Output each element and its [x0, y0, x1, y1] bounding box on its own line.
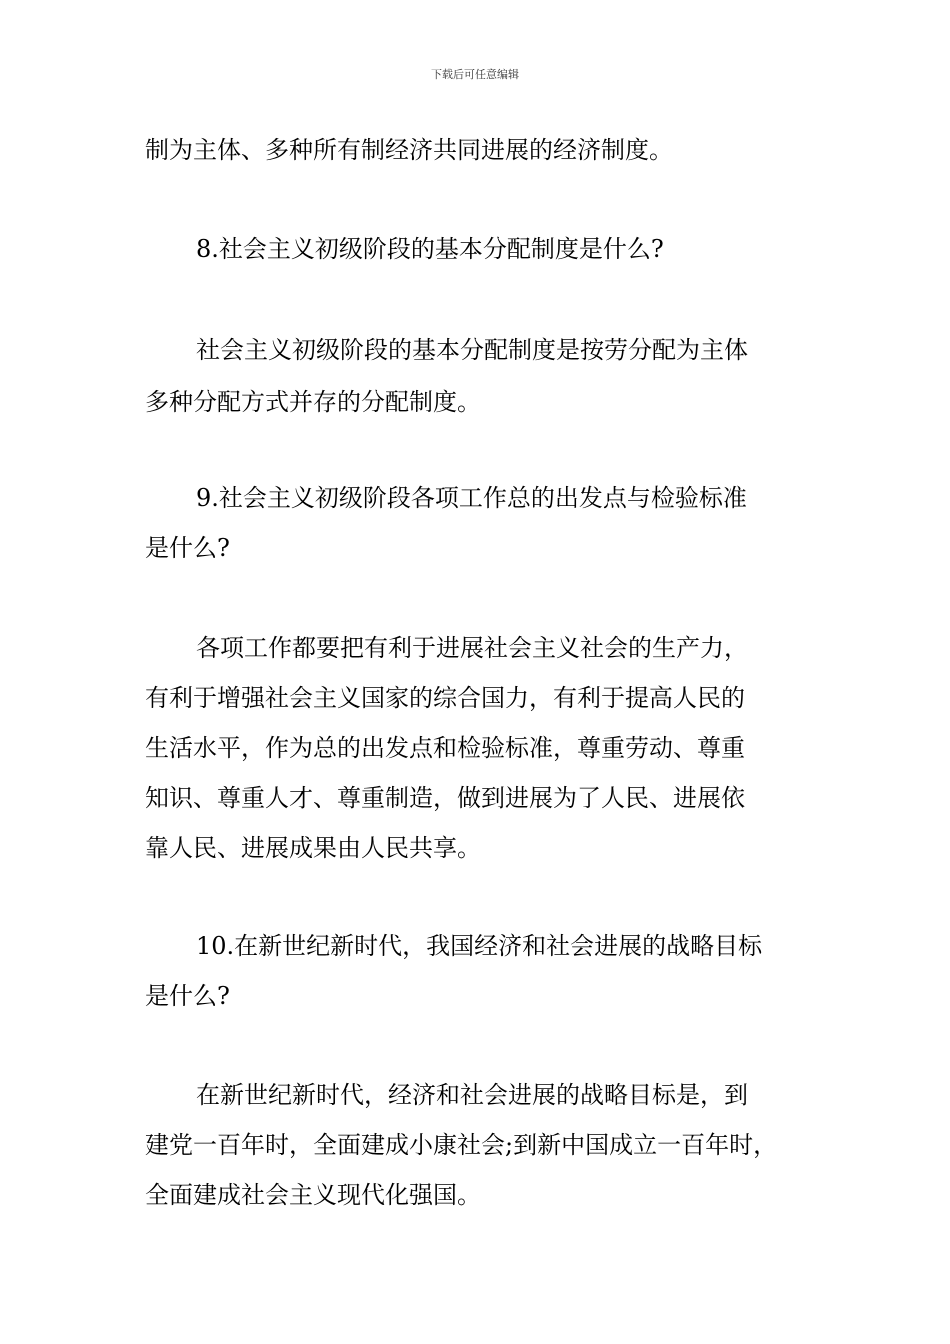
answer-9-line: 知识、尊重人才、尊重制造，做到进展为了人民、进展依	[145, 784, 745, 812]
question-10-line: 是什么?	[145, 982, 230, 1010]
question-9-line: 是什么?	[145, 534, 230, 562]
answer-8-line: 多种分配方式并存的分配制度。	[145, 388, 481, 416]
question-8: 8.社会主义初级阶段的基本分配制度是什么?	[196, 235, 664, 263]
question-10-line: 10.在新世纪新时代，我国经济和社会进展的战略目标	[196, 932, 763, 960]
answer-9-line: 各项工作都要把有利于进展社会主义社会的生产力，	[196, 634, 748, 662]
answer-10-line: 全面建成社会主义现代化强国。	[145, 1181, 481, 1209]
answer-9-line: 有利于增强社会主义国家的综合国力，有利于提高人民的	[145, 684, 745, 712]
answer-10-line: 在新世纪新时代，经济和社会进展的战略目标是，到	[196, 1081, 748, 1109]
paragraph-line: 制为主体、多种所有制经济共同进展的经济制度。	[145, 136, 673, 164]
question-9-line: 9.社会主义初级阶段各项工作总的出发点与检验标准	[196, 484, 747, 512]
answer-9-line: 靠人民、进展成果由人民共享。	[145, 834, 481, 862]
page-header-note: 下载后可任意编辑	[431, 68, 519, 81]
answer-9-line: 生活水平，作为总的出发点和检验标准，尊重劳动、尊重	[145, 734, 745, 762]
answer-8-line: 社会主义初级阶段的基本分配制度是按劳分配为主体	[196, 336, 748, 364]
answer-10-line: 建党一百年时，全面建成小康社会;到新中国成立一百年时，	[145, 1131, 778, 1159]
